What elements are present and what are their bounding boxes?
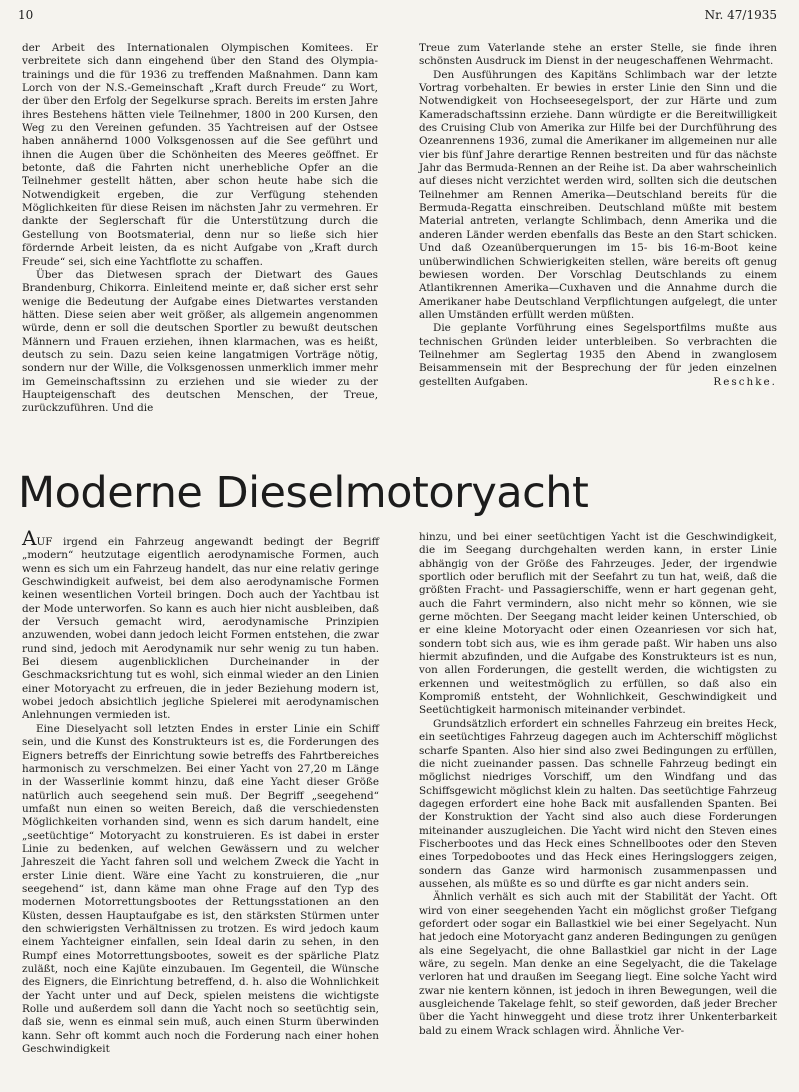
paragraph: Eine Dieselyacht soll letzten Endes in erster Linie ein Schiff sein, und die Kunst des Konstrukteurs ist es, die Forderungen des Eigners betreffs der Einrichtung sowie betreffs des Fahrtbereiches harmonisch zu verschmelzen. Bei einer Yacht von 27,20 m Länge in der Wasserlinie kommt hinzu, daß eine Yacht dieser Größe natürlich auch seegehend sein muß. Der Begriff „seegehend“ umfaßt nun einen so weiten Bereich, daß die verschiedensten Möglichkeiten vorhanden sind, wenn es sich darum handelt, eine „seetüchtige“ Motoryacht zu konstruieren. Es ist dabei in erster Linie zu bedenken, auf welchen Gewässern und zu welcher Jahreszeit die Yacht fahren soll und welchem Zweck die Yacht in erster Linie dient. Wäre eine Yacht zu konstruieren, die „nur seegehend“ ist, dann käme man ohne Frage auf den Typ des modernen Motorrettungsbootes der Rettungsstationen an den Küsten, dessen Hauptaufgabe es ist, den stärksten Stürmen unter den schwierigsten Verhältnissen zu trotzen. Es wird jedoch kaum einem Yachteigner einfallen, sein Ideal darin zu sehen, in den Rumpf eines Motorrettungsbootes, soweit es der spärliche Platz zuläßt, noch eine Kajüte einzubauen. Im Gegenteil, die Wünsche des Eigners, die Einrichtung betreffend, d. h. also die Wohnlichkeit der Yacht unter und auf Deck, spielen meistens die wichtigste Rolle und außerdem soll dann die Yacht noch so seetüchtig sein, daß sie, wenn es einmal sein muß, auch einen Sturm überwinden kann. Sehr oft kommt auch noch die Forderung nach einer hohen Geschwindigkeit: [22, 722, 379, 1056]
paragraph: Über das Dietwesen sprach der Dietwart des Gaues Brandenburg, Chikorra. Einleitend meinte er, daß sicher erst sehr wenige die Bedeutung der Aufgabe eines Dietwartes verstanden hätten. Diese seien aber weit größer, als allgemein angenommen würde, denn er soll die deutschen Sportler zu bewußt deutschen Männern und Frauen erziehen, ihnen klarmachen, was es heißt, deutsch zu sein. Dazu seien keine langatmigen Vorträge nötig, sondern nur der Wille, die Volksgenossen unmerklich immer mehr im Gemeinschaftssinn zu erziehen und sie wieder zu der Haupteigenschaft des deutschen Menschen, der Treue, zurückzuführen. Und die: [22, 268, 378, 415]
paragraph: Grundsätzlich erfordert ein schnelles Fahrzeug ein breites Heck, ein seetüchtiges Fahrzeug dagegen auch im Achterschiff möglichst scharfe Spanten. Also hier sind also zwei Bedingungen zu erfüllen, die nicht zueinander passen. Das schnelle Fahrzeug bedingt ein möglichst niedriges Vorschiff, um den Windfang und das Schiffsgewicht möglichst klein zu halten. Das seetüchtige Fahrzeug dagegen erfordert eine hohe Back mit ausfallenden Spanten. Bei der Konstruktion der Yacht sind also auch diese Forderungen miteinander auszugleichen. Die Yacht wird nicht den Steven eines Fischerbootes und das Heck eines Schnellbootes oder den Steven eines Torpedobootes und das Heck eines Heringsloggers zeigen, sondern das Ganze wird harmonisch zusammenpassen und aussehen, als müßte es so und dürfte es gar nicht anders sein.: [419, 717, 777, 890]
article-column-right: [419, 531, 777, 1038]
author-signature: Reschke.: [713, 375, 777, 388]
article-column-left: [22, 526, 379, 1056]
paragraph: Treue zum Vaterlande stehe an erster Stelle, sie finde ihren schönsten Ausdruck im Dienst in der neugeschaffenen Wehrmacht.: [419, 42, 777, 68]
issue-number: Nr. 47/1935: [704, 8, 777, 22]
report-column-left: [22, 42, 378, 416]
paragraph: Ähnlich verhält es sich auch mit der Stabilität der Yacht. Oft wird von einer seegehenden Yacht ein möglichst großer Tiefgang gefordert oder sogar ein Ballastkiel wie bei einer Segelyacht. Nun hat jedoch eine Motoryacht ganz anderen Bedingungen zu genügen als eine Segelyacht, die ohne Ballastkiel gar nicht in der Lage wäre, zu segeln. Man denke an eine Segelyacht, die die Takelage verloren hat und draußen im Seegang liegt. Eine solche Yacht wird zwar nie kentern können, ist jedoch in ihren Bewegungen, weil die ausgleichende Takelage fehlt, so steif geworden, daß jeder Brecher über die Yacht hinweggeht und diese trotz ihrer Unkenterbarkeit bald zu einem Wrack schlagen wird. Ähnliche Ver-: [419, 891, 777, 1037]
lead-text: UF irgend ein Fahrzeug angewandt bedingt der Begriff „modern“ heutzutage eigentlich aerodynamische Formen, auch wenn es sich um ein Fahrzeug handelt, das nur eine relativ geringe Geschwindigkeit aufweist, bei dem also aerodynamische Formen keinen wesentlichen Vorteil bringen. Doch auch der Yachtbau ist der Mode unterworfen. So kann es auch hier nicht ausbleiben, daß der Versuch gemacht wird, aerodynamische Prinzipien anzuwenden, wobei dann jedoch leicht Formen entstehen, die zwar rund sind, jedoch mit Aerodynamik nur sehr wenig zu tun haben. Bei diesem augenblicklichen Durcheinander in der Geschmacksrichtung tut es wohl, sich einmal wieder an den Linien einer Motoryacht zu erfreuen, die in jeder Beziehung modern ist, wobei jedoch absichtlich jegliche Spielerei mit aerodynamischen Anlehnungen vermieden ist.: [22, 536, 379, 722]
paragraph: der Arbeit des Internationalen Olympischen Komitees. Er verbreitete sich dann eingehend über den Stand des Olympia-trainings und die für 1936 zu treffenden Maßnahmen. Dann kam Lorch von der N.S.-Gemeinschaft „Kraft durch Freude“ zu Wort, der über den Erfolg der Segelkurse sprach. Bereits im ersten Jahre ihres Bestehens hätten viele Teilnehmer, 1800 in 200 Kursen, den Weg zu den Vereinen gefunden. 35 Yachtreisen auf der Ostsee haben annähernd 1000 Volksgenossen auf die See geführt und ihnen die Augen über die Schönheiten des Meeres geöffnet. Er betonte, daß die Fahrten nicht unerhebliche Opfer an die Teilnehmer gestellt hätten, aber schon heute habe sich die Notwendigkeit ergeben, die zur Verfügung stehenden Möglichkeiten für diese Reisen im nächsten Jahr zu vermehren. Er dankte der Seglerschaft für die Unterstützung durch die Gestellung von Bootsmaterial, denn nur so ließe sich hier fördernde Arbeit leisten, da es nicht Aufgabe von „Kraft durch Freude“ sei, sich eine Yachtflotte zu schaffen.: [22, 42, 378, 268]
paragraph: Den Ausführungen des Kapitäns Schlimbach war der letzte Vortrag vorbehalten. Er bewies in erster Linie den Sinn und die Notwendigkeit von Hochseesegelsport, der zur Härte und zum Kameradschaftssinn erziehe. Dann würdigte er die Bereitwilligkeit des Cruising Club von Amerika zur Hilfe bei der Durchführung des Ozeanrennens 1936, zumal die Amerikaner im allgemeinen nur alle vier bis fünf Jahre derartige Rennen bestreiten und für das nächste Jahr das Bermuda-Rennen an der Reihe ist. Da aber wahrscheinlich auf dieses nicht verzichtet werden wird, sollten sich die deutschen Teilnehmer am Rennen Amerika—Deutschland bereits für die Bermuda-Regatta einschreiben. Deutschland müßte mit bestem Material antreten, verlangte Schlimbach, denn Amerika und die anderen Länder werden ebenfalls das Beste an den Start schicken. Und daß Ozeanüberquerungen im 15- bis 16-m-Boot keine unüberwindlichen Schwierigkeiten stellen, wäre bereits oft genug bewiesen worden. Der Vorschlag Deutschlands zu einem Atlantikrennen Amerika—Cuxhaven und die Annahme durch die Amerikaner habe Deutschland Verpflichtungen aufgelegt, die unter allen Umständen erfüllt werden müßten.: [419, 68, 777, 321]
article-title: Moderne Dieselmotoryacht: [18, 468, 589, 518]
drop-cap: A: [22, 526, 37, 550]
paragraph-text: Die geplante Vorführung eines Segelsportfilms mußte aus technischen Gründen leider unterbleiben. So verbrachten die Teilnehmer am Seglertag 1935 den Abend in zwanglosem Beisammensein mit der Besprechung der für jeden einzelnen gestellten Aufgaben.: [419, 322, 777, 388]
page-number: 10: [18, 8, 34, 22]
lead-paragraph: [22, 526, 379, 723]
paragraph: [419, 322, 777, 389]
report-column-right: [419, 42, 777, 389]
paragraph: hinzu, und bei einer seetüchtigen Yacht ist die Geschwindigkeit, die im Seegang durchgehalten werden kann, in erster Linie abhängig von der Größe des Fahrzeuges. Jeder, der irgendwie sportlich oder beruflich mit der Seefahrt zu tun hat, weiß, daß die größten Fracht- und Passagierschiffe, wenn er hart gegenan geht, auch die Fahrt vermindern, also nicht mehr so können, wie sie gerne möchten. Der Seegang macht leider keinen Unterschied, ob er eine kleine Motoryacht oder einen Ozeanriesen vor sich hat, sondern tobt sich aus, wie es ihm gerade paßt. Wir haben uns also hiermit abzufinden, und die Aufgabe des Konstrukteurs ist es nun, von allen Forderungen, die gestellt werden, die wichtigsten zu erkennen und weitestmöglich zu erfüllen, so daß also ein Kompromiß entsteht, der Wohnlichkeit, Geschwindigkeit und Seetüchtigkeit harmonisch miteinander verbindet.: [419, 531, 777, 717]
